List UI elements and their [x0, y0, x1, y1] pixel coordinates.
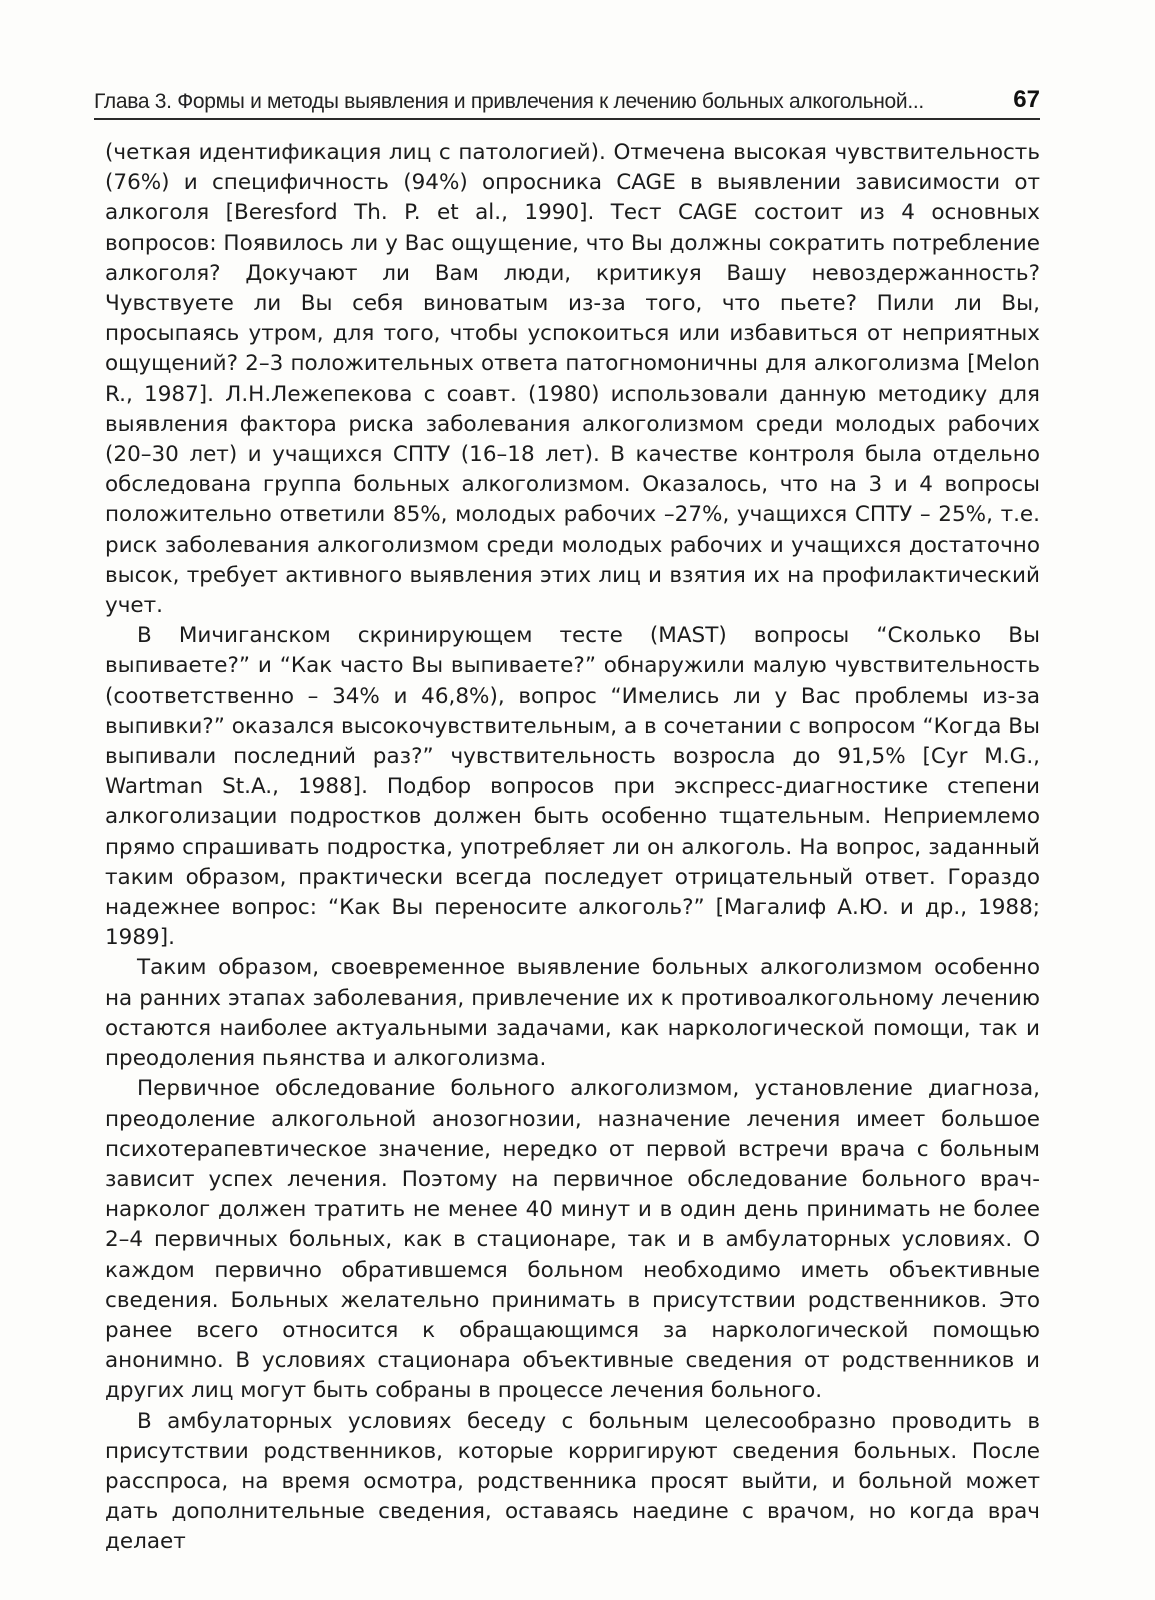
body-text [105, 138, 1040, 1558]
running-head [94, 80, 1040, 114]
paragraph-4: Первичное обследование больного алкоголизмом, установление диагноза, преодоление алкогольной анозогнозии, назначение лечения имеет большое психотерапевтическое значение, нередко от первой встречи врача с больным зависит успех лечения. Поэтому на первичное обследование больного врач-нарколог должен тратить не менее 40 минут и в один день принимать не более 2–4 первичных больных, как в стационаре, так и в амбулаторных условиях. О каждом первично обратившемся больном необходимо иметь объективные сведения. Больных желательно принимать в присутствии родственников. Это ранее всего относится к обращающимся за наркологической помощью анонимно. В условиях стационара объективные сведения от родственников и других лиц могут быть собраны в процессе лечения больного. [105, 1076, 1040, 1404]
page-number: 67 [1013, 86, 1040, 113]
paragraph-5: В амбулаторных условиях беседу с больным целесообразно проводить в присутствии родственников, которые корригируют сведения больных. После расспроса, на время осмотра, родственника просят выйти, и больной может дать дополнительные сведения, оставаясь наедине с врачом, но когда врач делает [105, 1408, 1040, 1555]
paragraph-3: Таким образом, своевременное выявление больных алкоголизмом особенно на ранних этапах заболевания, привлечение их к противоалкогольному лечению остаются наиболее актуальными задачами, как наркологической помощи, так и преодоления пьянства и алкоголизма. [105, 955, 1040, 1072]
paragraph-2: В Мичиганском скринирующем тесте (MAST) вопросы “Сколько Вы выпиваете?” и “Как часто Вы выпиваете?” обнаружили малую чувствительность (соответственно – 34% и 46,8%), вопрос “Имелись ли у Вас проблемы из-за выпивки?” оказался высокочувствительным, а в сочетании с вопросом “Когда Вы выпивали последний раз?” чувствительность возросла до 91,5% [Cyr M.G., Wartman St.A., 1988]. Подбор вопросов при экспресс-диагностике степени алкоголизации подростков должен быть особенно тщательным. Неприемлемо прямо спрашивать подростка, употребляет ли он алкоголь. На вопрос, заданный таким образом, практически всегда последует отрицательный ответ. Гораздо надежнее вопрос: “Как Вы переносите алкоголь?” [Магалиф А.Ю. и др., 1988; 1989]. [105, 623, 1040, 951]
paragraph-1: (четкая идентификация лиц с патологией). Отмечена высокая чувствительность (76%) и специфичность (94%) опросника CAGE в выявлении зависимости от алкоголя [Beresford Th. P. et al., 1990]. Тест CAGE состоит из 4 основных вопросов: Появилось ли у Вас ощущение, что Вы должны сократить потребление алкоголя? Докучают ли Вам люди, критикуя Вашу невоздержанность? Чувствуете ли Вы себя виноватым из-за того, что пьете? Пили ли Вы, просыпаясь утром, для того, чтобы успокоиться или избавиться от неприятных ощущений? 2–3 положительных ответа патогномоничны для алкоголизма [Melon R., 1987]. Л.Н.Лежепекова с соавт. (1980) использовали данную методику для выявления фактора риска заболевания алкоголизмом среди молодых рабочих (20–30 лет) и учащихся СПТУ (16–18 лет). В качестве контроля была отдельно обследована группа больных алкоголизмом. Оказалось, что на 3 и 4 вопросы положительно ответили 85%, молодых рабочих –27%, учащихся СПТУ – 25%, т.е. риск заболевания алкоголизмом среди молодых рабочих и учащихся достаточно высок, требует активного выявления этих лиц и взятия их на профилактический учет. [105, 140, 1040, 619]
chapter-title: Глава 3. Формы и методы выявления и привлечения к лечению больных алкогольной... [94, 90, 924, 113]
header-rule [94, 118, 1040, 120]
